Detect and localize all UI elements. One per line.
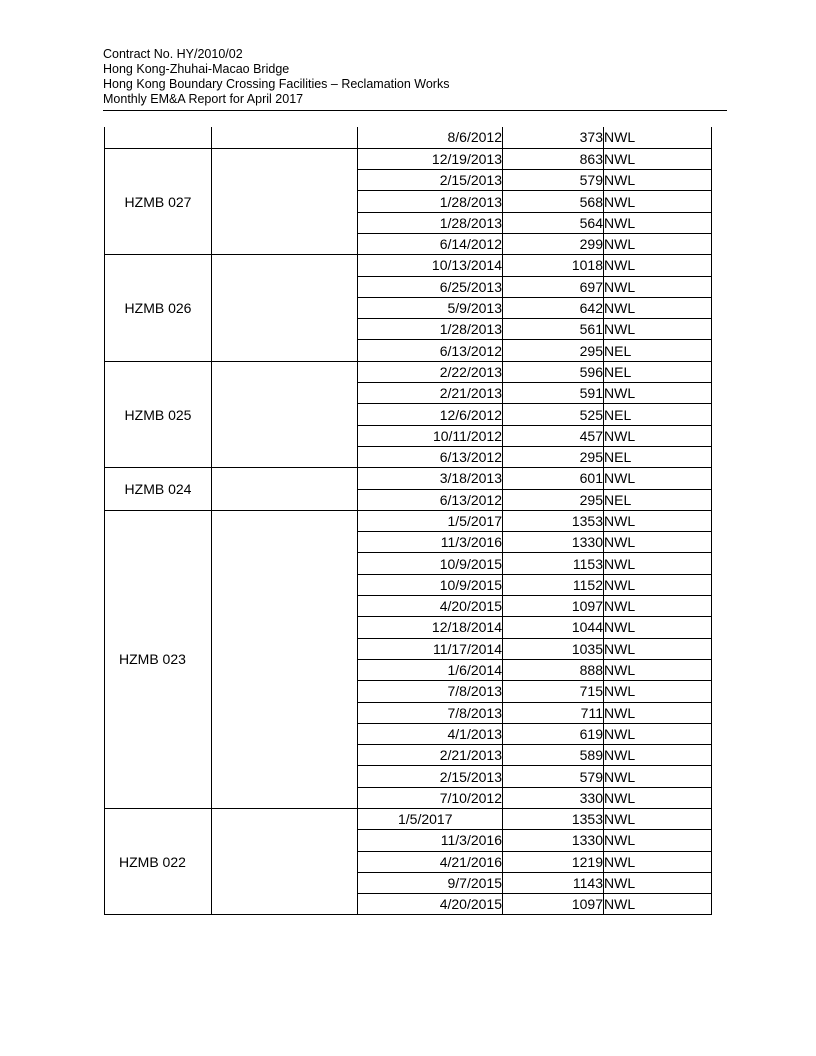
date-cell: 10/13/2014 [358, 255, 503, 276]
code-cell: NWL [604, 553, 712, 574]
table-row [105, 510, 712, 531]
date-cell: 4/1/2013 [358, 723, 503, 744]
value-cell: 1018 [503, 255, 604, 276]
code-cell: NWL [604, 638, 712, 659]
date-cell: 1/6/2014 [358, 659, 503, 680]
value-cell: 561 [503, 319, 604, 340]
value-cell: 1330 [503, 830, 604, 851]
value-cell: 1353 [503, 510, 604, 531]
code-cell: NWL [604, 276, 712, 297]
value-cell: 619 [503, 723, 604, 744]
value-cell: 1143 [503, 872, 604, 893]
code-cell: NWL [604, 787, 712, 808]
code-cell: NWL [604, 659, 712, 680]
code-cell: NWL [604, 872, 712, 893]
header-divider [103, 110, 727, 111]
header-facility-line: Hong Kong Boundary Crossing Facilities – Reclamation Works [103, 77, 450, 91]
value-cell: 579 [503, 766, 604, 787]
date-cell: 1/5/2017 [358, 809, 503, 830]
value-cell: 1330 [503, 532, 604, 553]
value-cell: 697 [503, 276, 604, 297]
code-cell: NWL [604, 297, 712, 318]
value-cell: 1152 [503, 574, 604, 595]
code-cell: NWL [604, 617, 712, 638]
station-id-cell: HZMB 025 [105, 361, 212, 467]
station-id-cell: HZMB 023 [105, 510, 212, 808]
value-cell: 596 [503, 361, 604, 382]
value-cell: 888 [503, 659, 604, 680]
code-cell: NWL [604, 383, 712, 404]
value-cell: 863 [503, 148, 604, 169]
code-cell: NWL [604, 255, 712, 276]
blank-cell [212, 510, 358, 808]
table-row [105, 809, 712, 830]
date-cell: 4/20/2015 [358, 894, 503, 915]
code-cell: NWL [604, 745, 712, 766]
date-cell: 5/9/2013 [358, 297, 503, 318]
date-cell: 11/3/2016 [358, 830, 503, 851]
value-cell: 525 [503, 404, 604, 425]
date-cell: 6/13/2012 [358, 489, 503, 510]
date-cell: 12/6/2012 [358, 404, 503, 425]
date-cell: 1/28/2013 [358, 191, 503, 212]
header-project-line: Hong Kong-Zhuhai-Macao Bridge [103, 62, 290, 76]
value-cell: 299 [503, 233, 604, 254]
date-cell: 11/17/2014 [358, 638, 503, 659]
date-cell: 7/8/2013 [358, 681, 503, 702]
date-cell: 7/8/2013 [358, 702, 503, 723]
code-cell: NWL [604, 127, 712, 148]
blank-cell [212, 361, 358, 467]
station-id-cell: HZMB 022 [105, 809, 212, 915]
value-cell: 1353 [503, 809, 604, 830]
blank-cell [212, 468, 358, 511]
table-row [105, 255, 712, 276]
code-cell: NWL [604, 212, 712, 233]
code-cell: NEL [604, 404, 712, 425]
value-cell: 1044 [503, 617, 604, 638]
date-cell: 10/9/2015 [358, 553, 503, 574]
header-report-line: Monthly EM&A Report for April 2017 [103, 92, 304, 106]
value-cell: 1097 [503, 894, 604, 915]
table-row [105, 468, 712, 489]
value-cell: 330 [503, 787, 604, 808]
date-cell: 7/10/2012 [358, 787, 503, 808]
date-cell: 12/18/2014 [358, 617, 503, 638]
code-cell: NWL [604, 723, 712, 744]
date-cell: 2/22/2013 [358, 361, 503, 382]
date-cell: 4/21/2016 [358, 851, 503, 872]
code-cell: NWL [604, 596, 712, 617]
code-cell: NWL [604, 170, 712, 191]
station-id-cell: HZMB 024 [105, 468, 212, 511]
code-cell: NWL [604, 233, 712, 254]
code-cell: NWL [604, 851, 712, 872]
date-cell: 1/28/2013 [358, 212, 503, 233]
code-cell: NWL [604, 148, 712, 169]
station-id-cell: HZMB 026 [105, 255, 212, 361]
code-cell: NEL [604, 489, 712, 510]
station-id-cell [105, 127, 212, 148]
table-row [105, 148, 712, 169]
value-cell: 589 [503, 745, 604, 766]
value-cell: 715 [503, 681, 604, 702]
value-cell: 1219 [503, 851, 604, 872]
table-body [105, 127, 712, 915]
blank-cell [212, 809, 358, 915]
code-cell: NWL [604, 468, 712, 489]
code-cell: NWL [604, 830, 712, 851]
code-cell: NWL [604, 319, 712, 340]
date-cell: 1/28/2013 [358, 319, 503, 340]
code-cell: NWL [604, 191, 712, 212]
blank-cell [212, 148, 358, 254]
blank-cell [212, 255, 358, 361]
code-cell: NWL [604, 574, 712, 595]
date-cell: 4/20/2015 [358, 596, 503, 617]
value-cell: 591 [503, 383, 604, 404]
report-header [103, 47, 449, 107]
date-cell: 8/6/2012 [358, 127, 503, 148]
code-cell: NWL [604, 681, 712, 702]
value-cell: 601 [503, 468, 604, 489]
date-cell: 6/13/2012 [358, 340, 503, 361]
date-cell: 3/18/2013 [358, 468, 503, 489]
code-cell: NWL [604, 894, 712, 915]
value-cell: 568 [503, 191, 604, 212]
date-cell: 9/7/2015 [358, 872, 503, 893]
value-cell: 711 [503, 702, 604, 723]
date-cell: 2/15/2013 [358, 170, 503, 191]
code-cell: NWL [604, 532, 712, 553]
value-cell: 295 [503, 446, 604, 467]
borehole-record-table [104, 127, 712, 915]
value-cell: 579 [503, 170, 604, 191]
table-row [105, 127, 712, 148]
table-row [105, 361, 712, 382]
code-cell: NEL [604, 446, 712, 467]
value-cell: 1153 [503, 553, 604, 574]
date-cell: 10/9/2015 [358, 574, 503, 595]
code-cell: NEL [604, 340, 712, 361]
header-contract-line: Contract No. HY/2010/02 [103, 47, 243, 61]
date-cell: 6/14/2012 [358, 233, 503, 254]
value-cell: 1035 [503, 638, 604, 659]
code-cell: NWL [604, 766, 712, 787]
value-cell: 457 [503, 425, 604, 446]
date-cell: 1/5/2017 [358, 510, 503, 531]
value-cell: 373 [503, 127, 604, 148]
value-cell: 295 [503, 489, 604, 510]
code-cell: NWL [604, 809, 712, 830]
value-cell: 564 [503, 212, 604, 233]
code-cell: NWL [604, 702, 712, 723]
date-cell: 2/21/2013 [358, 383, 503, 404]
code-cell: NEL [604, 361, 712, 382]
date-cell: 6/25/2013 [358, 276, 503, 297]
date-cell: 11/3/2016 [358, 532, 503, 553]
date-cell: 6/13/2012 [358, 446, 503, 467]
value-cell: 642 [503, 297, 604, 318]
date-cell: 2/15/2013 [358, 766, 503, 787]
station-id-cell: HZMB 027 [105, 148, 212, 254]
code-cell: NWL [604, 425, 712, 446]
date-cell: 2/21/2013 [358, 745, 503, 766]
blank-cell [212, 127, 358, 148]
date-cell: 12/19/2013 [358, 148, 503, 169]
date-cell: 10/11/2012 [358, 425, 503, 446]
value-cell: 295 [503, 340, 604, 361]
value-cell: 1097 [503, 596, 604, 617]
code-cell: NWL [604, 510, 712, 531]
